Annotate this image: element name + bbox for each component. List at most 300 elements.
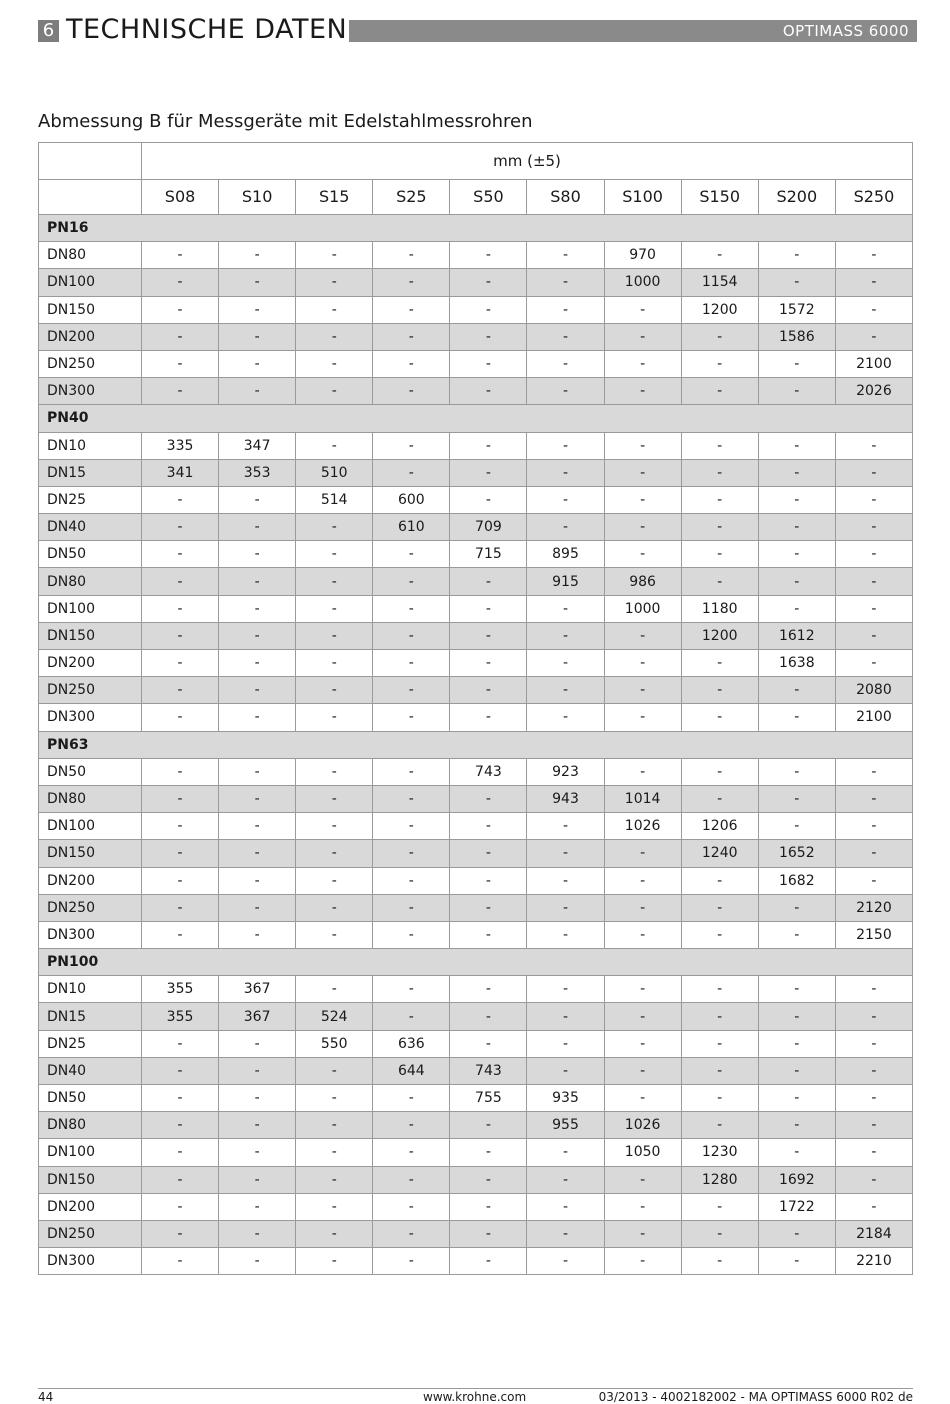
nominal-size-cell: DN25 (39, 486, 142, 513)
dimension-cell: 1280 (681, 1166, 758, 1193)
dimension-cell: - (835, 867, 912, 894)
dimension-cell: - (450, 813, 527, 840)
dimension-cell: - (296, 1112, 373, 1139)
dimension-cell: - (681, 323, 758, 350)
nominal-size-cell: DN100 (39, 813, 142, 840)
dimension-cell: - (373, 1166, 450, 1193)
dimension-cell: - (758, 1139, 835, 1166)
dimension-cell: - (604, 350, 681, 377)
nominal-size-cell: DN150 (39, 1166, 142, 1193)
dimension-cell: 1050 (604, 1139, 681, 1166)
nominal-size-cell: DN15 (39, 1003, 142, 1030)
dimension-cell: - (604, 432, 681, 459)
dimension-cell: - (604, 323, 681, 350)
dimension-cell: - (604, 296, 681, 323)
pressure-group-label: PN40 (39, 405, 913, 432)
dimension-cell: - (219, 813, 296, 840)
nominal-size-cell: DN300 (39, 378, 142, 405)
dimension-cell: 955 (527, 1112, 604, 1139)
table-row (39, 840, 913, 867)
dimension-cell: - (219, 704, 296, 731)
dimension-cell: - (373, 622, 450, 649)
dimension-cell: - (681, 432, 758, 459)
nominal-size-cell: DN300 (39, 921, 142, 948)
dimension-cell: - (758, 976, 835, 1003)
dimension-cell: 510 (296, 459, 373, 486)
dimension-cell: - (835, 976, 912, 1003)
dimension-cell: - (758, 432, 835, 459)
dimension-cell: 2210 (835, 1248, 912, 1275)
dimension-cell: - (219, 1057, 296, 1084)
dimension-cell: - (373, 1003, 450, 1030)
dimension-cell: - (527, 622, 604, 649)
dimension-cell: - (604, 894, 681, 921)
dimension-cell: - (527, 1166, 604, 1193)
dimension-cell: - (758, 269, 835, 296)
dimension-cell: - (373, 813, 450, 840)
dimension-cell: - (835, 1057, 912, 1084)
dimension-cell: - (296, 840, 373, 867)
nominal-size-cell: DN300 (39, 704, 142, 731)
dimension-cell: - (604, 459, 681, 486)
dimension-cell: - (758, 785, 835, 812)
nominal-size-cell: DN250 (39, 677, 142, 704)
nominal-size-cell: DN25 (39, 1030, 142, 1057)
dimension-cell: 943 (527, 785, 604, 812)
table-row (39, 1003, 913, 1030)
table-row (39, 541, 913, 568)
dimension-cell: - (219, 1112, 296, 1139)
dimension-cell: - (142, 323, 219, 350)
dimension-cell: - (296, 1057, 373, 1084)
dimension-cell: - (219, 1085, 296, 1112)
dimension-cell: - (142, 894, 219, 921)
dimension-cell: - (450, 323, 527, 350)
table-row (39, 1193, 913, 1220)
dimension-cell: - (373, 269, 450, 296)
dimension-cell: - (219, 1220, 296, 1247)
dimension-cell: - (219, 1248, 296, 1275)
dimension-cell: - (681, 867, 758, 894)
dimension-cell: - (527, 432, 604, 459)
dimension-cell: - (681, 568, 758, 595)
table-row (39, 1248, 913, 1275)
dimension-cell: - (219, 541, 296, 568)
dimension-cell: - (604, 622, 681, 649)
page-header (38, 14, 917, 44)
nominal-size-cell: DN10 (39, 432, 142, 459)
dimension-cell: - (604, 1057, 681, 1084)
dimension-cell: - (373, 323, 450, 350)
dimension-cell: - (681, 1030, 758, 1057)
dimension-cell: - (604, 921, 681, 948)
dimension-cell: - (758, 1112, 835, 1139)
dimension-cell: - (219, 677, 296, 704)
dimension-cell: 2080 (835, 677, 912, 704)
dimension-cell: 367 (219, 976, 296, 1003)
dimension-cell: - (142, 813, 219, 840)
dimension-cell: - (758, 568, 835, 595)
dimension-cell: - (450, 378, 527, 405)
dimension-cell: - (835, 1030, 912, 1057)
dimension-cell: 550 (296, 1030, 373, 1057)
table-row (39, 514, 913, 541)
dimension-cell: - (758, 1003, 835, 1030)
dimension-cell: - (681, 378, 758, 405)
dimension-cell: - (604, 1248, 681, 1275)
dimension-cell: - (296, 350, 373, 377)
dimension-cell: - (142, 242, 219, 269)
dimension-cell: - (373, 1085, 450, 1112)
dimension-cell: - (681, 486, 758, 513)
dimension-cell: - (373, 568, 450, 595)
dimension-cell: 1612 (758, 622, 835, 649)
dimension-table (38, 142, 913, 1275)
dimension-cell: - (450, 1166, 527, 1193)
dimension-cell: 1240 (681, 840, 758, 867)
dimension-cell: - (219, 840, 296, 867)
dimension-cell: - (604, 1220, 681, 1247)
dimension-cell: - (219, 894, 296, 921)
dimension-cell: - (527, 867, 604, 894)
nominal-size-cell: DN200 (39, 1193, 142, 1220)
dimension-cell: - (142, 1139, 219, 1166)
dimension-cell: - (142, 1193, 219, 1220)
dimension-cell: 1180 (681, 595, 758, 622)
dimension-cell: - (450, 1003, 527, 1030)
dimension-cell: - (604, 378, 681, 405)
dimension-cell: - (450, 921, 527, 948)
dimension-cell: - (604, 486, 681, 513)
nominal-size-cell: DN250 (39, 1220, 142, 1247)
dimension-cell: 524 (296, 1003, 373, 1030)
dimension-cell: 1000 (604, 595, 681, 622)
dimension-cell: - (835, 269, 912, 296)
dimension-cell: - (142, 1057, 219, 1084)
dimension-cell: - (296, 1139, 373, 1166)
size-header-row (39, 180, 913, 215)
dimension-cell: - (604, 1003, 681, 1030)
dimension-cell: - (835, 650, 912, 677)
table-row (39, 1112, 913, 1139)
dimension-cell: - (527, 650, 604, 677)
table-row (39, 595, 913, 622)
dimension-cell: - (758, 1220, 835, 1247)
dimension-cell: 1000 (604, 269, 681, 296)
dimension-cell: - (296, 1220, 373, 1247)
dimension-cell: - (835, 323, 912, 350)
dimension-cell: 636 (373, 1030, 450, 1057)
dimension-cell: - (142, 1166, 219, 1193)
dimension-cell: - (604, 1085, 681, 1112)
dimension-cell: - (527, 514, 604, 541)
dimension-cell: - (373, 758, 450, 785)
nominal-size-cell: DN250 (39, 894, 142, 921)
dimension-cell: - (296, 514, 373, 541)
dimension-cell: - (296, 813, 373, 840)
dimension-cell: 644 (373, 1057, 450, 1084)
dimension-cell: - (835, 1003, 912, 1030)
dimension-cell: 514 (296, 486, 373, 513)
website-link[interactable]: www.krohne.com (423, 1390, 527, 1404)
dimension-cell: - (450, 1248, 527, 1275)
dimension-cell: 2100 (835, 350, 912, 377)
dimension-cell: - (835, 296, 912, 323)
dimension-cell: - (373, 459, 450, 486)
dimension-cell: - (527, 296, 604, 323)
dimension-cell: - (835, 486, 912, 513)
dimension-cell: - (219, 1193, 296, 1220)
unit-header: mm (±5) (142, 143, 913, 180)
dimension-cell: - (450, 242, 527, 269)
dimension-cell: - (142, 296, 219, 323)
dimension-cell: - (296, 595, 373, 622)
nominal-size-cell: DN300 (39, 1248, 142, 1275)
dimension-cell: - (527, 350, 604, 377)
dimension-cell: 355 (142, 1003, 219, 1030)
nominal-size-cell: DN150 (39, 296, 142, 323)
dimension-cell: 986 (604, 568, 681, 595)
dimension-cell: - (527, 1003, 604, 1030)
dimension-cell: - (142, 595, 219, 622)
table-row (39, 296, 913, 323)
dimension-cell: - (296, 296, 373, 323)
dimension-cell: 2100 (835, 704, 912, 731)
dimension-cell: - (604, 867, 681, 894)
dimension-cell: - (296, 323, 373, 350)
dimension-cell: - (835, 459, 912, 486)
table-row (39, 459, 913, 486)
nominal-size-cell: DN50 (39, 541, 142, 568)
dimension-cell: 1154 (681, 269, 758, 296)
dimension-cell: 915 (527, 568, 604, 595)
table-row (39, 622, 913, 649)
dimension-cell: - (142, 378, 219, 405)
dimension-cell: - (142, 867, 219, 894)
table-row (39, 1139, 913, 1166)
dimension-cell: - (835, 1139, 912, 1166)
dimension-cell: 341 (142, 459, 219, 486)
dimension-cell: 1692 (758, 1166, 835, 1193)
table-row (39, 677, 913, 704)
dimension-cell: - (373, 432, 450, 459)
dimension-cell: 1230 (681, 1139, 758, 1166)
column-header-s80: S80 (527, 180, 604, 215)
dimension-cell: - (373, 894, 450, 921)
dimension-cell: - (373, 296, 450, 323)
dimension-cell: 355 (142, 976, 219, 1003)
dimension-cell: - (219, 1166, 296, 1193)
table-row (39, 921, 913, 948)
dimension-cell: - (527, 1030, 604, 1057)
table-row (39, 323, 913, 350)
dimension-cell: - (142, 486, 219, 513)
dimension-cell: - (296, 650, 373, 677)
dimension-cell: - (758, 813, 835, 840)
column-header-s25: S25 (373, 180, 450, 215)
dimension-cell: - (142, 840, 219, 867)
dimension-cell: - (373, 1112, 450, 1139)
nominal-size-cell: DN150 (39, 622, 142, 649)
dimension-cell: - (527, 486, 604, 513)
dimension-cell: - (450, 459, 527, 486)
dimension-cell: - (681, 677, 758, 704)
dimension-cell: - (142, 758, 219, 785)
column-header-s08: S08 (142, 180, 219, 215)
dimension-cell: - (296, 541, 373, 568)
dimension-cell: 367 (219, 1003, 296, 1030)
dimension-cell: 923 (527, 758, 604, 785)
dimension-cell: - (373, 840, 450, 867)
dimension-cell: - (681, 1193, 758, 1220)
table-row (39, 350, 913, 377)
dimension-cell: - (450, 1193, 527, 1220)
dimension-cell: - (527, 1220, 604, 1247)
dimension-cell: 743 (450, 1057, 527, 1084)
dimension-cell: - (142, 1112, 219, 1139)
dimension-cell: - (835, 595, 912, 622)
product-name: OPTIMASS 6000 (349, 20, 917, 42)
dimension-cell: - (142, 1248, 219, 1275)
table-row (39, 486, 913, 513)
dimension-cell: - (604, 758, 681, 785)
dimension-cell: - (681, 1220, 758, 1247)
pressure-group-row (39, 731, 913, 758)
table-row (39, 1220, 913, 1247)
dimension-cell: - (450, 350, 527, 377)
dimension-cell: - (296, 677, 373, 704)
dimension-cell: - (450, 650, 527, 677)
dimension-cell: - (604, 704, 681, 731)
dimension-cell: 755 (450, 1085, 527, 1112)
dimension-cell: - (219, 486, 296, 513)
table-row (39, 650, 913, 677)
dimension-cell: 600 (373, 486, 450, 513)
dimension-cell: - (450, 976, 527, 1003)
dimension-cell: - (758, 704, 835, 731)
dimension-cell: - (296, 432, 373, 459)
dimension-cell: - (219, 269, 296, 296)
dimension-cell: - (527, 840, 604, 867)
dimension-cell: - (296, 1166, 373, 1193)
dimension-cell: - (373, 921, 450, 948)
column-header-s150: S150 (681, 180, 758, 215)
table-row (39, 813, 913, 840)
dimension-cell: 347 (219, 432, 296, 459)
dimension-cell: - (835, 1166, 912, 1193)
nominal-size-cell: DN200 (39, 650, 142, 677)
dimension-cell: - (142, 704, 219, 731)
dimension-cell: - (527, 1139, 604, 1166)
dimension-cell: - (142, 622, 219, 649)
nominal-size-cell: DN200 (39, 867, 142, 894)
dimension-cell: - (681, 921, 758, 948)
dimension-cell: - (142, 1030, 219, 1057)
dimension-cell: - (758, 459, 835, 486)
dimension-cell: - (296, 378, 373, 405)
dimension-cell: - (450, 296, 527, 323)
dimension-cell: 935 (527, 1085, 604, 1112)
dimension-cell: - (835, 514, 912, 541)
nominal-size-cell: DN100 (39, 269, 142, 296)
table-row (39, 1166, 913, 1193)
dimension-cell: - (527, 677, 604, 704)
dimension-cell: - (373, 785, 450, 812)
chapter-number: 6 (38, 20, 59, 42)
dimension-cell: - (758, 595, 835, 622)
dimension-cell: - (604, 840, 681, 867)
dimension-cell: - (142, 921, 219, 948)
dimension-cell: - (681, 350, 758, 377)
table-row (39, 1030, 913, 1057)
dimension-cell: - (835, 758, 912, 785)
page-number: 44 (38, 1390, 54, 1404)
dimension-cell: 1722 (758, 1193, 835, 1220)
nominal-size-cell: DN250 (39, 350, 142, 377)
dimension-cell: - (604, 514, 681, 541)
dimension-cell: - (604, 650, 681, 677)
dimension-cell: 1682 (758, 867, 835, 894)
dimension-cell: - (296, 785, 373, 812)
dimension-cell: - (296, 622, 373, 649)
dimension-cell: - (296, 921, 373, 948)
dimension-cell: - (450, 785, 527, 812)
dimension-cell: - (681, 704, 758, 731)
dimension-cell: - (450, 677, 527, 704)
dimension-cell: - (373, 350, 450, 377)
dimension-cell: - (604, 677, 681, 704)
dimension-cell: - (450, 269, 527, 296)
table-row (39, 1085, 913, 1112)
dimension-cell: - (835, 622, 912, 649)
dimension-cell: - (758, 1057, 835, 1084)
dimension-cell: - (835, 1193, 912, 1220)
dimension-cell: - (604, 976, 681, 1003)
dimension-cell: - (835, 1112, 912, 1139)
dimension-cell: - (527, 813, 604, 840)
dimension-cell: - (219, 242, 296, 269)
dimension-cell: - (604, 1166, 681, 1193)
nominal-size-cell: DN40 (39, 1057, 142, 1084)
dimension-cell: - (219, 514, 296, 541)
dimension-cell: - (758, 1085, 835, 1112)
dimension-cell: - (373, 677, 450, 704)
dimension-cell: - (527, 704, 604, 731)
dimension-cell: - (296, 269, 373, 296)
dimension-cell: - (758, 378, 835, 405)
dimension-cell: - (142, 541, 219, 568)
dimension-cell: - (219, 622, 296, 649)
dimension-cell: - (219, 568, 296, 595)
dimension-cell: - (835, 785, 912, 812)
dimension-cell: - (527, 595, 604, 622)
dimension-cell: - (219, 378, 296, 405)
dimension-cell: 743 (450, 758, 527, 785)
nominal-size-cell: DN15 (39, 459, 142, 486)
dimension-cell: - (142, 350, 219, 377)
table-row (39, 269, 913, 296)
table-row (39, 758, 913, 785)
table-row (39, 704, 913, 731)
dimension-cell: - (604, 1193, 681, 1220)
nominal-size-cell: DN40 (39, 514, 142, 541)
unit-header-row (39, 143, 913, 180)
nominal-size-cell: DN50 (39, 758, 142, 785)
dimension-cell: 2150 (835, 921, 912, 948)
dimension-cell: - (527, 378, 604, 405)
dimension-cell: - (296, 1248, 373, 1275)
dimension-cell: - (450, 1030, 527, 1057)
